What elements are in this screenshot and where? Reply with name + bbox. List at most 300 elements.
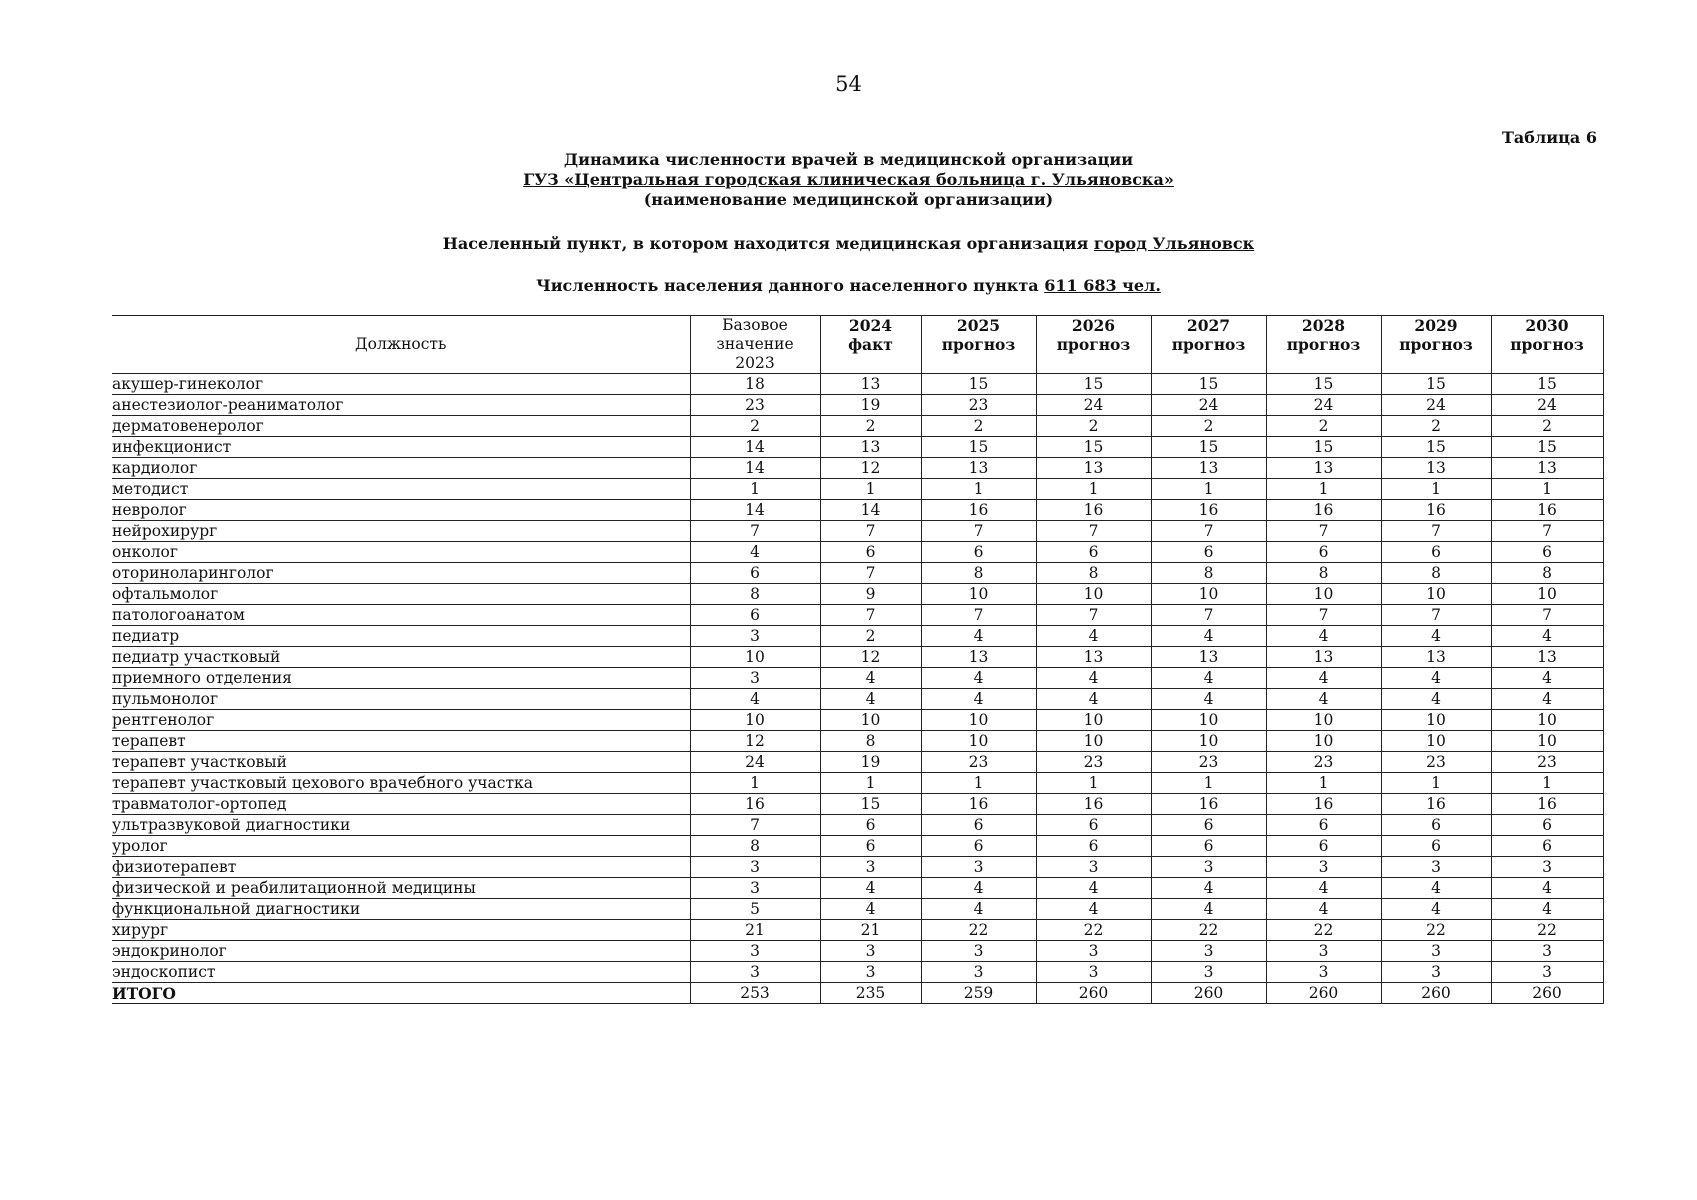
value-cell: 3 xyxy=(1381,941,1491,962)
value-cell: 4 xyxy=(1266,878,1381,899)
value-cell: 260 xyxy=(1491,983,1603,1004)
value-cell: 16 xyxy=(1036,794,1151,815)
value-cell: 24 xyxy=(690,752,820,773)
value-cell: 24 xyxy=(1266,395,1381,416)
value-cell: 23 xyxy=(921,395,1036,416)
value-cell: 23 xyxy=(1266,752,1381,773)
header-base-line1: Базовое xyxy=(722,316,788,334)
value-cell: 3 xyxy=(1151,962,1266,983)
header-year: 2028 xyxy=(1301,316,1346,335)
header-sub: факт xyxy=(848,335,893,354)
position-name: нейрохирург xyxy=(112,521,690,542)
table-row xyxy=(112,626,1603,647)
value-cell: 2 xyxy=(820,626,921,647)
header-sub: прогноз xyxy=(1510,335,1584,354)
value-cell: 4 xyxy=(1491,689,1603,710)
value-cell: 15 xyxy=(1036,437,1151,458)
value-cell: 22 xyxy=(1036,920,1151,941)
value-cell: 3 xyxy=(1381,857,1491,878)
value-cell: 14 xyxy=(690,458,820,479)
value-cell: 15 xyxy=(1266,374,1381,395)
value-cell: 4 xyxy=(1491,626,1603,647)
value-cell: 6 xyxy=(921,815,1036,836)
value-cell: 4 xyxy=(820,878,921,899)
value-cell: 2 xyxy=(1266,416,1381,437)
value-cell: 8 xyxy=(1381,563,1491,584)
value-cell: 3 xyxy=(1266,941,1381,962)
value-cell: 23 xyxy=(1151,752,1266,773)
value-cell: 10 xyxy=(1381,584,1491,605)
value-cell: 253 xyxy=(690,983,820,1004)
header-base-line3: 2023 xyxy=(735,354,775,372)
value-cell: 15 xyxy=(1266,437,1381,458)
value-cell: 6 xyxy=(1491,542,1603,563)
position-name: пульмонолог xyxy=(112,689,690,710)
table-row xyxy=(112,521,1603,542)
value-cell: 3 xyxy=(690,878,820,899)
header-2030 xyxy=(1491,316,1603,374)
value-cell: 4 xyxy=(820,668,921,689)
value-cell: 16 xyxy=(921,500,1036,521)
value-cell: 7 xyxy=(820,521,921,542)
table-row xyxy=(112,731,1603,752)
value-cell: 1 xyxy=(820,773,921,794)
position-name: физиотерапевт xyxy=(112,857,690,878)
value-cell: 16 xyxy=(690,794,820,815)
population-value: 611 683 чел. xyxy=(1044,276,1161,295)
table-row xyxy=(112,689,1603,710)
value-cell: 3 xyxy=(1491,962,1603,983)
table-row xyxy=(112,899,1603,920)
value-cell: 3 xyxy=(1151,857,1266,878)
position-name: терапевт xyxy=(112,731,690,752)
header-year: 2027 xyxy=(1186,316,1231,335)
value-cell: 3 xyxy=(690,626,820,647)
position-name: ультразвуковой диагностики xyxy=(112,815,690,836)
value-cell: 4 xyxy=(1036,899,1151,920)
value-cell: 22 xyxy=(1381,920,1491,941)
position-name: педиатр xyxy=(112,626,690,647)
value-cell: 1 xyxy=(1036,773,1151,794)
value-cell: 8 xyxy=(1151,563,1266,584)
value-cell: 21 xyxy=(690,920,820,941)
value-cell: 3 xyxy=(1151,941,1266,962)
value-cell: 3 xyxy=(921,941,1036,962)
value-cell: 260 xyxy=(1266,983,1381,1004)
value-cell: 7 xyxy=(820,605,921,626)
value-cell: 6 xyxy=(921,836,1036,857)
value-cell: 16 xyxy=(1381,500,1491,521)
value-cell: 4 xyxy=(1381,689,1491,710)
value-cell: 10 xyxy=(690,647,820,668)
table-row xyxy=(112,920,1603,941)
value-cell: 6 xyxy=(1266,815,1381,836)
value-cell: 6 xyxy=(1381,836,1491,857)
value-cell: 1 xyxy=(1381,479,1491,500)
location-line xyxy=(0,234,1697,253)
total-row xyxy=(112,983,1603,1004)
value-cell: 16 xyxy=(1151,500,1266,521)
position-name: функциональной диагностики xyxy=(112,899,690,920)
value-cell: 3 xyxy=(820,941,921,962)
value-cell: 3 xyxy=(1036,962,1151,983)
value-cell: 13 xyxy=(1036,647,1151,668)
value-cell: 3 xyxy=(1036,857,1151,878)
value-cell: 15 xyxy=(921,374,1036,395)
value-cell: 16 xyxy=(1151,794,1266,815)
value-cell: 7 xyxy=(690,815,820,836)
value-cell: 4 xyxy=(921,878,1036,899)
value-cell: 10 xyxy=(1151,731,1266,752)
value-cell: 23 xyxy=(1381,752,1491,773)
table-row xyxy=(112,584,1603,605)
header-base-line2: значение xyxy=(716,335,794,353)
table-row xyxy=(112,668,1603,689)
value-cell: 6 xyxy=(1036,836,1151,857)
header-2025 xyxy=(921,316,1036,374)
position-name: педиатр участковый xyxy=(112,647,690,668)
value-cell: 10 xyxy=(1036,584,1151,605)
value-cell: 3 xyxy=(1381,962,1491,983)
table-row xyxy=(112,815,1603,836)
title-block xyxy=(0,150,1697,210)
value-cell: 1 xyxy=(1151,479,1266,500)
value-cell: 13 xyxy=(1151,458,1266,479)
position-name: дерматовенеролог xyxy=(112,416,690,437)
header-2026 xyxy=(1036,316,1151,374)
value-cell: 10 xyxy=(1266,731,1381,752)
header-sub: прогноз xyxy=(1056,335,1131,354)
value-cell: 15 xyxy=(1036,374,1151,395)
value-cell: 8 xyxy=(820,731,921,752)
value-cell: 6 xyxy=(1266,836,1381,857)
header-sub: прогноз xyxy=(1286,335,1361,354)
organization-note: (наименование медицинской организации) xyxy=(643,190,1054,209)
value-cell: 13 xyxy=(1151,647,1266,668)
value-cell: 3 xyxy=(690,941,820,962)
value-cell: 2 xyxy=(1381,416,1491,437)
value-cell: 23 xyxy=(1491,752,1603,773)
value-cell: 4 xyxy=(1151,689,1266,710)
table-row xyxy=(112,773,1603,794)
population-line xyxy=(0,276,1697,295)
value-cell: 16 xyxy=(1266,794,1381,815)
position-name: инфекционист xyxy=(112,437,690,458)
table-row xyxy=(112,395,1603,416)
value-cell: 7 xyxy=(1151,605,1266,626)
value-cell: 5 xyxy=(690,899,820,920)
value-cell: 24 xyxy=(1151,395,1266,416)
value-cell: 21 xyxy=(820,920,921,941)
value-cell: 4 xyxy=(1151,626,1266,647)
value-cell: 7 xyxy=(921,521,1036,542)
value-cell: 1 xyxy=(1266,773,1381,794)
value-cell: 16 xyxy=(921,794,1036,815)
header-year: 2029 xyxy=(1414,316,1458,335)
table-row xyxy=(112,563,1603,584)
value-cell: 15 xyxy=(1151,437,1266,458)
value-cell: 22 xyxy=(1266,920,1381,941)
table-row xyxy=(112,836,1603,857)
value-cell: 13 xyxy=(1381,458,1491,479)
position-name: физической и реабилитационной медицины xyxy=(112,878,690,899)
header-row xyxy=(112,316,1603,374)
value-cell: 6 xyxy=(1381,542,1491,563)
position-name: травматолог-ортопед xyxy=(112,794,690,815)
value-cell: 4 xyxy=(1491,878,1603,899)
value-cell: 15 xyxy=(1151,374,1266,395)
value-cell: 6 xyxy=(921,542,1036,563)
position-name: приемного отделения xyxy=(112,668,690,689)
value-cell: 4 xyxy=(1036,689,1151,710)
value-cell: 9 xyxy=(820,584,921,605)
value-cell: 4 xyxy=(690,542,820,563)
value-cell: 4 xyxy=(1381,878,1491,899)
value-cell: 4 xyxy=(1151,878,1266,899)
value-cell: 7 xyxy=(1266,605,1381,626)
value-cell: 15 xyxy=(1381,437,1491,458)
table-label: Таблица 6 xyxy=(1502,128,1597,147)
value-cell: 6 xyxy=(1491,815,1603,836)
value-cell: 259 xyxy=(921,983,1036,1004)
value-cell: 8 xyxy=(921,563,1036,584)
header-2027 xyxy=(1151,316,1266,374)
value-cell: 3 xyxy=(1491,857,1603,878)
value-cell: 12 xyxy=(690,731,820,752)
value-cell: 2 xyxy=(1151,416,1266,437)
value-cell: 1 xyxy=(690,479,820,500)
header-base xyxy=(690,316,820,374)
value-cell: 22 xyxy=(1491,920,1603,941)
table-row xyxy=(112,857,1603,878)
value-cell: 6 xyxy=(1151,815,1266,836)
population-label: Численность населения данного населенного пункта xyxy=(536,276,1039,295)
value-cell: 4 xyxy=(1381,668,1491,689)
position-name: онколог xyxy=(112,542,690,563)
value-cell: 7 xyxy=(820,563,921,584)
value-cell: 7 xyxy=(1036,521,1151,542)
value-cell: 3 xyxy=(820,857,921,878)
value-cell: 1 xyxy=(1381,773,1491,794)
value-cell: 6 xyxy=(1036,815,1151,836)
value-cell: 1 xyxy=(921,479,1036,500)
value-cell: 23 xyxy=(690,395,820,416)
value-cell: 19 xyxy=(820,395,921,416)
value-cell: 12 xyxy=(820,647,921,668)
value-cell: 14 xyxy=(690,500,820,521)
position-name: кардиолог xyxy=(112,458,690,479)
value-cell: 16 xyxy=(1266,500,1381,521)
value-cell: 4 xyxy=(1151,668,1266,689)
table-body xyxy=(112,374,1603,1004)
value-cell: 15 xyxy=(1491,437,1603,458)
table-row xyxy=(112,458,1603,479)
page-number: 54 xyxy=(835,72,862,96)
value-cell: 10 xyxy=(1036,731,1151,752)
value-cell: 7 xyxy=(1491,605,1603,626)
table-row xyxy=(112,437,1603,458)
value-cell: 1 xyxy=(690,773,820,794)
position-name: терапевт участковый xyxy=(112,752,690,773)
position-name: уролог xyxy=(112,836,690,857)
value-cell: 4 xyxy=(921,668,1036,689)
value-cell: 2 xyxy=(690,416,820,437)
value-cell: 8 xyxy=(1266,563,1381,584)
value-cell: 4 xyxy=(820,899,921,920)
table-row xyxy=(112,752,1603,773)
value-cell: 6 xyxy=(820,542,921,563)
value-cell: 2 xyxy=(1036,416,1151,437)
header-year: 2026 xyxy=(1071,316,1116,335)
header-year: 2024 xyxy=(848,316,893,335)
value-cell: 6 xyxy=(690,605,820,626)
value-cell: 4 xyxy=(1036,668,1151,689)
value-cell: 13 xyxy=(1036,458,1151,479)
value-cell: 24 xyxy=(1381,395,1491,416)
location-label: Населенный пункт, в котором находится медицинская организация xyxy=(442,234,1089,253)
value-cell: 1 xyxy=(1151,773,1266,794)
value-cell: 4 xyxy=(1266,899,1381,920)
table-row xyxy=(112,941,1603,962)
header-2024 xyxy=(820,316,921,374)
header-year: 2025 xyxy=(956,316,1001,335)
value-cell: 18 xyxy=(690,374,820,395)
value-cell: 16 xyxy=(1491,500,1603,521)
value-cell: 13 xyxy=(1266,647,1381,668)
table-row xyxy=(112,416,1603,437)
value-cell: 13 xyxy=(820,437,921,458)
value-cell: 3 xyxy=(820,962,921,983)
value-cell: 3 xyxy=(1036,941,1151,962)
value-cell: 10 xyxy=(921,584,1036,605)
value-cell: 14 xyxy=(820,500,921,521)
value-cell: 15 xyxy=(1491,374,1603,395)
header-sub: прогноз xyxy=(941,335,1016,354)
value-cell: 1 xyxy=(1491,773,1603,794)
position-name: оториноларинголог xyxy=(112,563,690,584)
value-cell: 4 xyxy=(820,689,921,710)
value-cell: 8 xyxy=(690,836,820,857)
value-cell: 7 xyxy=(1491,521,1603,542)
value-cell: 10 xyxy=(1491,584,1603,605)
value-cell: 15 xyxy=(1381,374,1491,395)
value-cell: 4 xyxy=(690,689,820,710)
value-cell: 7 xyxy=(1151,521,1266,542)
staffing-table xyxy=(112,315,1604,1004)
value-cell: 6 xyxy=(1151,836,1266,857)
value-cell: 15 xyxy=(820,794,921,815)
value-cell: 260 xyxy=(1036,983,1151,1004)
value-cell: 10 xyxy=(820,710,921,731)
header-year: 2030 xyxy=(1525,316,1569,335)
value-cell: 24 xyxy=(1036,395,1151,416)
value-cell: 7 xyxy=(1266,521,1381,542)
position-name: эндоскопист xyxy=(112,962,690,983)
value-cell: 6 xyxy=(1266,542,1381,563)
value-cell: 10 xyxy=(1036,710,1151,731)
table-row xyxy=(112,479,1603,500)
value-cell: 7 xyxy=(921,605,1036,626)
position-name: ИТОГО xyxy=(112,983,690,1004)
value-cell: 8 xyxy=(690,584,820,605)
position-name: анестезиолог-реаниматолог xyxy=(112,395,690,416)
value-cell: 2 xyxy=(820,416,921,437)
value-cell: 10 xyxy=(1381,731,1491,752)
value-cell: 3 xyxy=(1266,962,1381,983)
table-row xyxy=(112,542,1603,563)
table-row xyxy=(112,374,1603,395)
header-sub: прогноз xyxy=(1399,335,1473,354)
value-cell: 16 xyxy=(1036,500,1151,521)
value-cell: 3 xyxy=(1266,857,1381,878)
value-cell: 23 xyxy=(921,752,1036,773)
title-line: Динамика численности врачей в медицинской организации xyxy=(563,150,1134,169)
value-cell: 4 xyxy=(1491,668,1603,689)
value-cell: 10 xyxy=(1491,710,1603,731)
value-cell: 2 xyxy=(921,416,1036,437)
table-row xyxy=(112,605,1603,626)
value-cell: 260 xyxy=(1381,983,1491,1004)
value-cell: 16 xyxy=(1381,794,1491,815)
table-row xyxy=(112,710,1603,731)
value-cell: 3 xyxy=(690,857,820,878)
value-cell: 4 xyxy=(921,626,1036,647)
value-cell: 2 xyxy=(1491,416,1603,437)
value-cell: 23 xyxy=(1036,752,1151,773)
value-cell: 8 xyxy=(1036,563,1151,584)
value-cell: 6 xyxy=(820,815,921,836)
position-name: патологоанатом xyxy=(112,605,690,626)
value-cell: 1 xyxy=(820,479,921,500)
value-cell: 4 xyxy=(1381,899,1491,920)
value-cell: 13 xyxy=(820,374,921,395)
value-cell: 4 xyxy=(921,689,1036,710)
value-cell: 8 xyxy=(1491,563,1603,584)
value-cell: 7 xyxy=(1381,605,1491,626)
value-cell: 13 xyxy=(1381,647,1491,668)
value-cell: 6 xyxy=(1381,815,1491,836)
value-cell: 10 xyxy=(1151,584,1266,605)
value-cell: 4 xyxy=(1266,689,1381,710)
table-row xyxy=(112,878,1603,899)
value-cell: 6 xyxy=(820,836,921,857)
value-cell: 1 xyxy=(1491,479,1603,500)
value-cell: 13 xyxy=(1491,458,1603,479)
value-cell: 4 xyxy=(1381,626,1491,647)
position-name: рентгенолог xyxy=(112,710,690,731)
organization-name: ГУЗ «Центральная городская клиническая больница г. Ульяновска» xyxy=(523,170,1174,189)
position-name: терапевт участковый цехового врачебного участка xyxy=(112,773,690,794)
value-cell: 1 xyxy=(1036,479,1151,500)
header-2029 xyxy=(1381,316,1491,374)
value-cell: 7 xyxy=(690,521,820,542)
table-row xyxy=(112,647,1603,668)
header-position: Должность xyxy=(112,316,690,374)
value-cell: 10 xyxy=(690,710,820,731)
position-name: невролог xyxy=(112,500,690,521)
value-cell: 1 xyxy=(1266,479,1381,500)
value-cell: 6 xyxy=(1036,542,1151,563)
value-cell: 10 xyxy=(921,710,1036,731)
value-cell: 6 xyxy=(1491,836,1603,857)
value-cell: 4 xyxy=(1151,899,1266,920)
header-sub: прогноз xyxy=(1171,335,1246,354)
value-cell: 4 xyxy=(1491,899,1603,920)
location-value: город Ульяновск xyxy=(1093,234,1255,253)
value-cell: 6 xyxy=(690,563,820,584)
header-2028 xyxy=(1266,316,1381,374)
value-cell: 3 xyxy=(921,857,1036,878)
